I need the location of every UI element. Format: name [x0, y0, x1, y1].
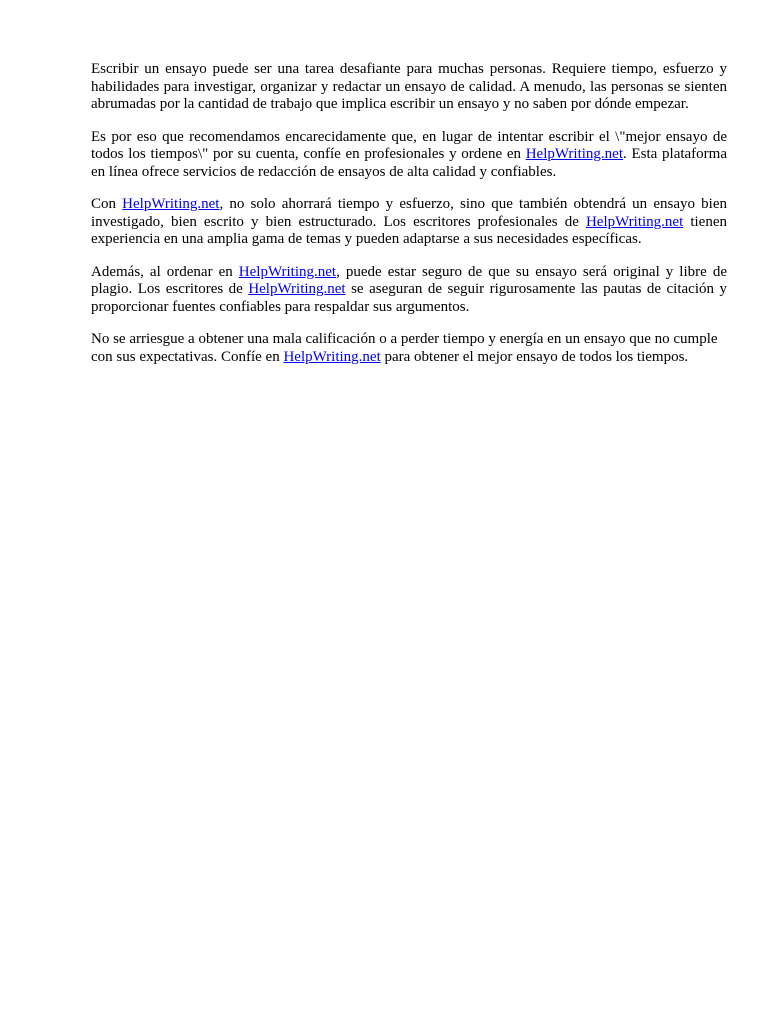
helpwriting-link[interactable]: HelpWriting.net: [525, 146, 624, 162]
paragraph-benefits: [91, 196, 727, 249]
helpwriting-link[interactable]: HelpWriting.net: [122, 196, 220, 212]
helpwriting-link[interactable]: HelpWriting.net: [238, 263, 337, 280]
paragraph-intro: [91, 61, 727, 114]
paragraph-text: tienen experiencia en una amplia gama de temas y pueden adaptarse a sus necesidades específicas.: [91, 213, 727, 247]
helpwriting-link[interactable]: HelpWriting.net: [283, 348, 381, 365]
paragraph-text: . Esta plataforma en línea ofrece servicios de redacción de ensayos de alta calidad y confiables.: [91, 146, 727, 180]
paragraph-text: Además, al ordenar en: [91, 263, 239, 280]
document-page: [91, 61, 727, 381]
paragraph-text: , no solo ahorrará tiempo y esfuerzo, sino que también obtendrá un ensayo bien investigado, bien escrito y bien estructurado. Los escritores profesionales de: [91, 196, 727, 230]
paragraph-text: para obtener el mejor ensayo de todos los tiempos.: [380, 348, 689, 365]
paragraph-recommendation: [91, 129, 727, 182]
paragraph-text: se aseguran de seguir rigurosamente las pautas de citación y proporcionar fuentes confiables para respaldar sus argumentos.: [91, 281, 727, 315]
paragraph-text: Es por eso que recomendamos encarecidamente que, en lugar de intentar escribir el \"mejor ensayo de todos los tiempos\" por su cuenta, confíe en profesionales y ordene en: [91, 128, 727, 162]
paragraph-originality: [91, 264, 727, 317]
paragraph-text: , puede estar seguro de que su ensayo será original y libre de plagio. Los escritores de: [91, 263, 727, 297]
paragraph-text: Escribir un ensayo puede ser una tarea desafiante para muchas personas. Requiere tiempo, esfuerzo y habilidades para investigar, organizar y redactar un ensayo de calidad. A menudo, las personas se sienten abrumadas por la cantidad de trabajo que implica escribir un ensayo y no saben por dónde empezar.: [91, 61, 727, 112]
paragraph-text: No se arriesgue a obtener una mala calificación o a perder tiempo y energía en un ensayo que no cumple con sus expectativas. Confíe en: [91, 331, 718, 365]
paragraph-text: Con: [91, 196, 123, 212]
helpwriting-link[interactable]: HelpWriting.net: [585, 213, 684, 230]
paragraph-conclusion: [91, 331, 727, 366]
helpwriting-link[interactable]: HelpWriting.net: [248, 281, 346, 297]
